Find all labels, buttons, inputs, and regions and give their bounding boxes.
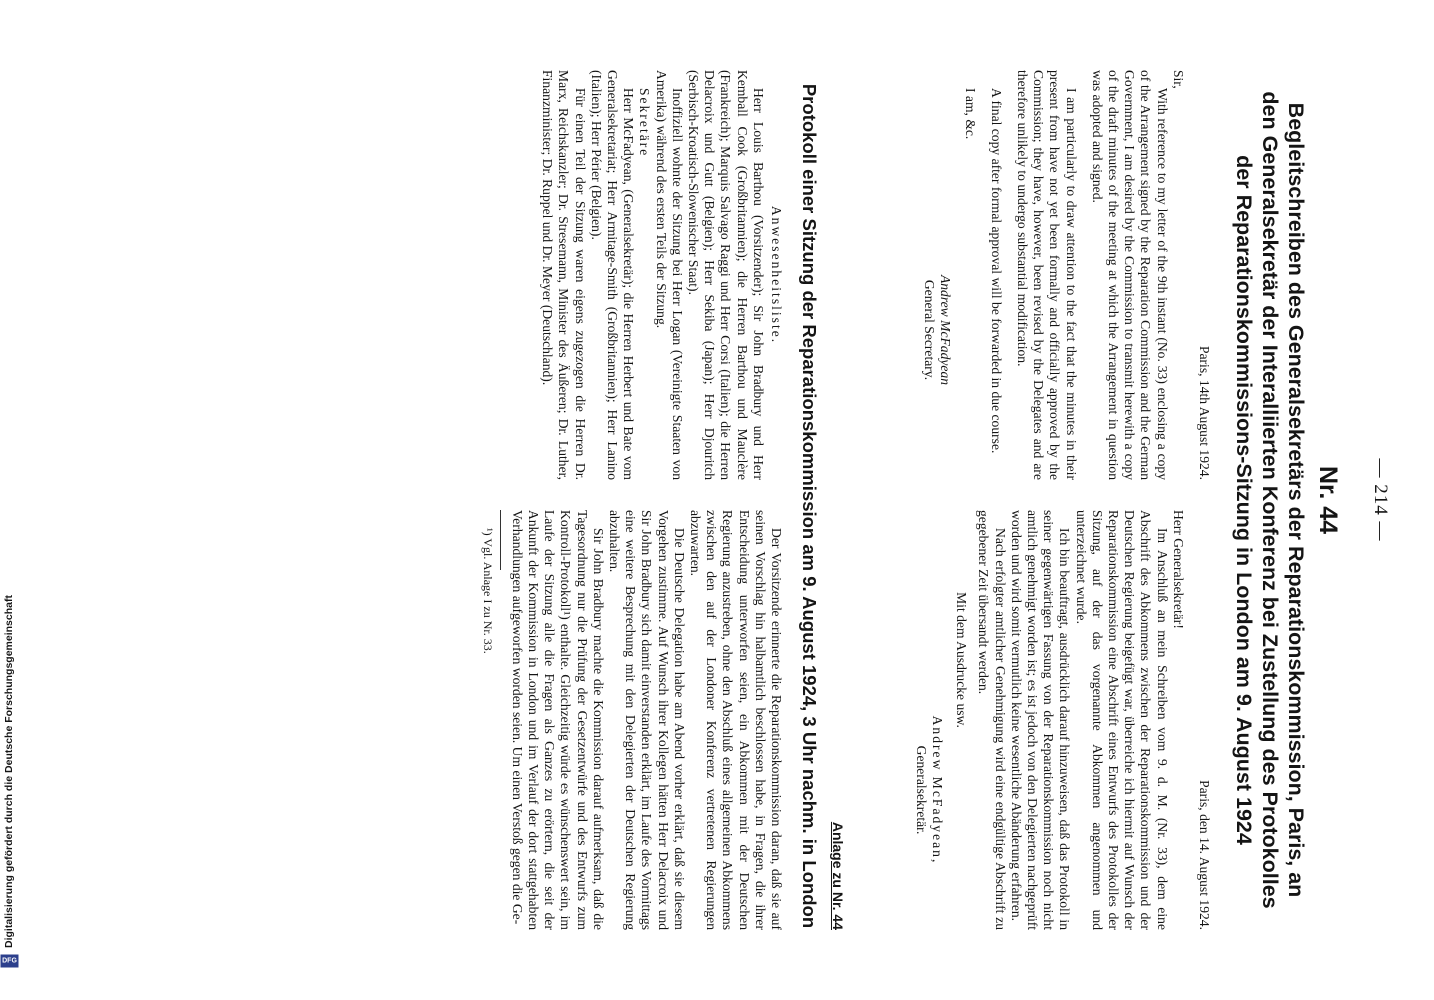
german-signature-block <box>913 650 945 930</box>
attendance-paragraph: Herr McFadyean, (Generalsekretär); die Herren Herbert und Bate vom Generalsekretariat; Herr Armitage-Smith (Großbritannien); Herr Lanino (Italien); Herr Périer (Belgien). <box>588 70 637 480</box>
protocol-title: Protokoll einer Sitzung der Reparationskommission am 9. August 1924, 3 Uhr nachm. in London <box>799 83 820 929</box>
english-letter <box>921 70 1222 480</box>
attendance-list <box>539 70 784 480</box>
english-paragraph: With reference to my letter of the 9th instant (No. 33) enclosing a copy of the Arrangement signed by the Reparation Commission and the German Government, I am desired by the Commission to transmit herewith a copy of the draft minutes of the meeting at which the Arrangement in question was adopted and signed. <box>1089 70 1170 480</box>
dfg-logo-icon: DFG <box>0 955 18 968</box>
english-signature: Andrew McFadyean <box>938 274 954 386</box>
german-paragraph: Nach erfolgter amtlicher Genehmigung wird eine endgültige Abschrift zu gegebener Zeit übersandt werden. <box>976 510 1008 930</box>
protocol-text <box>479 510 784 930</box>
protocol-paragraph: Die Deutsche Delegation habe am Abend vorher erklärt, daß sie diesem Vorgehen zustimme. Auf Wunsch ihrer Kollegen hätten Herr Delacroix und Sir John Bradbury sich damit einverstanden erklärt, im Laufe des Vormittags eine weitere Besprechung mit den Delegierten der Deutschen Regierung abzuhalten. <box>606 510 687 930</box>
german-salutation: Herr Generalsekretär! <box>1170 510 1186 629</box>
footnote: ¹) Vgl. Anlage I zu Nr. 33. <box>480 528 495 654</box>
footnote-divider <box>500 510 501 570</box>
protocol-paragraph: Sir John Bradbury machte die Kommission darauf aufmerksam, daß die Tagesordnung nur die Prüfung der Gesetzentwürfe und des Entwurfs zum Kontroll-Protokoll¹) enthalte. Gleichzeitig würde es wünschenswert sein, im Laufe der Sitzung alle die Fragen als Ganzes zu erörtern, die seit der Ankunft der Kommission in London und im Verlauf der dort stattgehabten Verhandlungen aufgeworfen worden seien. Um einen Verstoß gegen die Ge- <box>509 510 606 930</box>
protocol-paragraph: Der Vorsitzende erinnerte die Reparationskommission daran, daß sie auf seinen Vorschlag hin halbamtlich beschlossen habe, in Fragen, die ihrer Entscheidung unterworfen seien, ein Abkommen mit der Deutschen Regierung anzustreben, ohne den Abschluß eines allgemeinen Abkommens zwischen den auf der Londoner Konferenz vertretenen Regierungen abzuwarten. <box>687 510 784 930</box>
english-signature-title: General Secretary. <box>922 279 938 381</box>
attendance-paragraph: Für einen Teil der Sitzung waren eigens zugezogen die Herren Dr. Marx, Reichskanzler; Dr. Stresemann, Minister des Äußeren; Dr. Luther, Finanzminister; Dr. Ruppel und Dr. Meyer (Deutschland). <box>540 70 588 480</box>
german-paragraph: Im Anschluß an mein Schreiben vom 9. d. M. (Nr. 33), dem eine Abschrift des Abkommens zwischen der Reparationskommission und der Deutschen Regierung beigefügt war, überreiche ich hiermit auf Wunsch der Reparationskommission eine Abschrift eines Entwurfs des Protokolles der Sitzung, auf der das vorgenannte Abkommen angenommen und unterzeichnet wurde. <box>1073 510 1170 930</box>
document-title: Begleitschreiben des Generalsekretärs der Reparationskommission, Paris, an den Generalsekretär der Interalliierten Konferenz bei Zustellung des Protokolles der Reparationskommissions-Sitzung in London am 9. August 1924 <box>1232 91 1308 909</box>
german-signature: Andrew McFadyean, <box>929 715 945 865</box>
page-number: — 214 — <box>1370 458 1391 542</box>
german-closing: Mit dem Ausdrucke usw. <box>954 592 970 728</box>
english-place-date: Paris, 14th August 1924. <box>1197 345 1212 480</box>
annex-label: Anlage zu Nr. 44 <box>830 821 846 930</box>
secretaries-heading: Sekretäre <box>637 88 653 158</box>
attendance-paragraph: Herr Louis Barthou (Vorsitzender); Sir John Bradbury und Herr Kemball Cook (Großbritannien); die Herren Barthou und Mauclère (Frankreich); Marquis Salvago Raggi und Herr Corsi (Italien); die Herren Delacroix und Gutt (Belgien); Herr Sekiba (Japan); Herr Djouritch (Serbisch-Kroatisch-Slowenischer Staat). <box>685 70 766 480</box>
digitization-credit-text: Digitalisierung gefördert durch die Deutsche Forschungsgemeinschaft <box>3 595 15 948</box>
annex-label-wrap <box>826 510 846 930</box>
english-paragraph: A final copy after formal approval will be forwarded in due course. <box>988 88 1004 454</box>
german-paragraph: Ich bin beauftragt, ausdrücklich darauf hinzuweisen, daß das Protokoll in seiner gegenwärtigen Fassung von der Reparationskommission noch nicht amtlich genehmigt worden ist; es ist jedoch von den Delegierten nachgeprüft worden und wird somit vermutlich keine wesentliche Abänderung erfahren. <box>1008 510 1073 930</box>
english-paragraph: I am particularly to draw attention to the fact that the minutes in their present from have not yet been formally and officially approved by the Commission; they have, however, been revised by the Delegates and are therefore unlikely to undergo substantial modification. <box>1014 70 1079 480</box>
english-salutation: Sir, <box>1170 70 1186 89</box>
digitization-credit <box>0 0 18 1000</box>
digitization-sidebar <box>0 0 18 1000</box>
english-signature-block <box>921 180 953 480</box>
german-letter <box>913 510 1222 930</box>
german-signature-title: Generalsekretär. <box>913 745 929 835</box>
german-place-date: Paris, den 14. August 1924. <box>1197 780 1212 930</box>
attendance-paragraph: Inoffiziell wohnte der Sitzung bei Herr Logan (Vereinigte Staaten von Amerika) während des ersten Teils der Sitzung. <box>653 70 685 480</box>
attendance-heading: Anwesenheitsliste. <box>769 205 784 345</box>
document-number: Nr. 44 <box>1314 465 1342 535</box>
english-closing: I am, &c. <box>962 88 978 140</box>
